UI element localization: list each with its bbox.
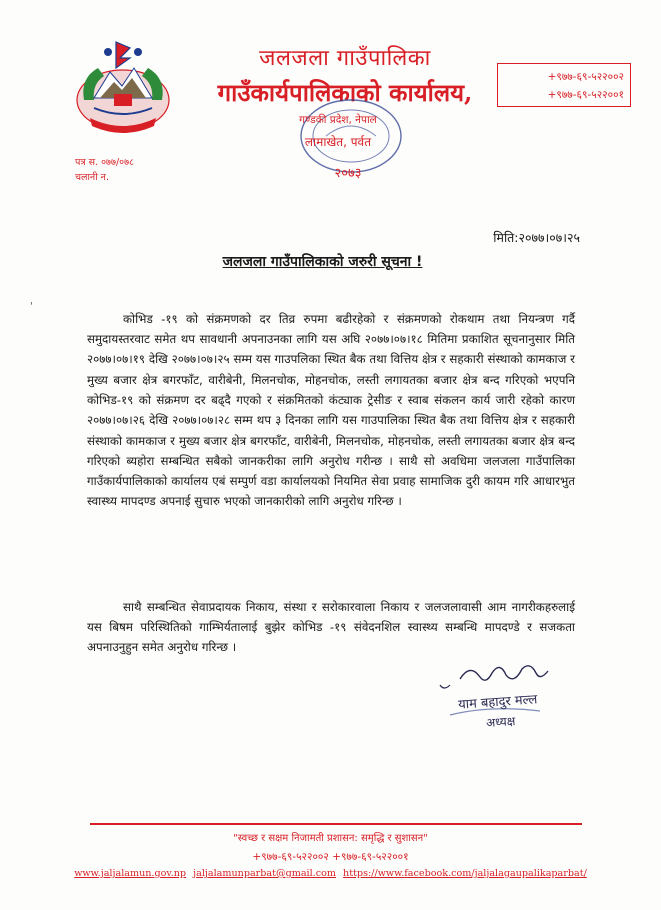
- reference-number: पत्र स. ०७७/०७८: [75, 157, 134, 168]
- margin-mark: ꞌ: [30, 301, 33, 312]
- province-label: गण्डकी प्रदेश, नेपाल: [299, 114, 377, 126]
- notice-paragraph: साथै सम्बन्धित सेवाप्रदायक निकाय, संस्था र सरोकारवाला निकाय र जलजलावासी आम नागरीकहरुलाई यस बिषम परिस्थितिको गाम्भिर्यतालाई बुझेर कोभिड -१९ संवेदनशिल स्वास्थ्य सम्बन्धि मापदण्डे र सजकता अपनाउनुहुन समेत अनुरोध गरिन्छ ।: [87, 599, 575, 655]
- header-phone-box: [497, 63, 631, 107]
- establishment-year: २०७३: [334, 166, 362, 181]
- facebook-link[interactable]: https://www.facebook.com/jaljalagaupalikaparbat/: [343, 868, 587, 879]
- phone-number: +९७७-६९-५२२००२: [547, 71, 624, 83]
- district-label: लामाखेत, पर्वत: [304, 135, 372, 149]
- dispatch-number: चलानी न.: [75, 172, 109, 183]
- footer-divider: [90, 823, 582, 825]
- signer-title: अध्यक्ष: [485, 713, 516, 731]
- office-name: गाउँकार्यपालिकाको कार्यालय,: [217, 78, 473, 107]
- notice-heading: जलजला गाउँपालिकाको जरुरी सूचना !: [222, 254, 423, 270]
- footer-slogan: "स्वच्छ र सक्षम निजामती प्रशासन: समृद्धि र सुशासन": [233, 833, 428, 844]
- nepal-government-emblem-icon: [70, 38, 176, 138]
- footer-phone-numbers: +९७७-६९-५२२००२ +९७७-६९-५२२००१: [252, 851, 409, 863]
- website-link[interactable]: www.jaljalamun.gov.np: [74, 868, 187, 879]
- footer-links: [0, 868, 661, 879]
- organization-name: जलजला गाउँपालिका: [259, 46, 431, 71]
- notice-date: मिति:२०७७।०७।२५: [493, 230, 580, 245]
- email-link[interactable]: jaljalamunparbat@gmail.com: [193, 868, 336, 879]
- signer-name: याम बहादुर मल्ल: [457, 692, 538, 713]
- phone-number: +९७७-६९-५२२००१: [547, 89, 624, 101]
- notice-paragraph: कोभिड -१९ को संक्रमणको दर तिव्र रुपमा बढीरहेको र संक्रमणको रोकथाम तथा नियन्त्रण गर्दै समुदायस्तरवाट समेत थप सावधानी अपनाउनका लागि यस अघि २०७७।०७।१८ मितिमा प्रकाशित सूचनानुसार मिति २०७७।०७।१९ देखि २०७७।०७।२५ सम्म यस गाउपलिका स्थित बैक तथा वित्तिय क्षेत्र र सहकारी संस्थाको कामकाज र मुख्य बजार क्षेत्र बगरफाँट, वारीबेनी, मिलनचोक, मोहनचोक, लस्ती लगायतका बजार क्षेत्र बन्द गरिएको भएपनि कोभिड-१९ को संक्रमण दर बढ्दै गएको र संक्रमितको कंट्याक ट्रेसीङ र स्वाब संकलन कार्य जारी रहेको कारण २०७७।०७।२६ देखि २०७७।०७।२८ सम्म थप ३ दिनका लागि यस गाउपालिका स्थित बैक तथा वित्तिय क्षेत्र र सहकारी संस्थाको कामकाज र मुख्य बजार क्षेत्र बगरफाँट, वारीबेनी, मिलनचोक, मोहनचोक, लस्ती लगायतका बजार क्षेत्र बन्द गरिएको ब्यहोरा सम्बन्धित सबैको जानकरीका लागि अनुरोध गरीन्छ । साथै सो अवधिमा जलजला गाउँपालिका गाउँकार्यपालिकाको कार्यालय एबं सम्पुर्ण वडा कार्यालयको नियमित सेवा प्रवाह सामाजिक दुरी कायम गरि आधारभुत स्वास्थ्य मापदण्ड अपनाई सुचारु भएको जानकारीको लागि अनुरोध गरिन्छ ।: [87, 311, 575, 509]
